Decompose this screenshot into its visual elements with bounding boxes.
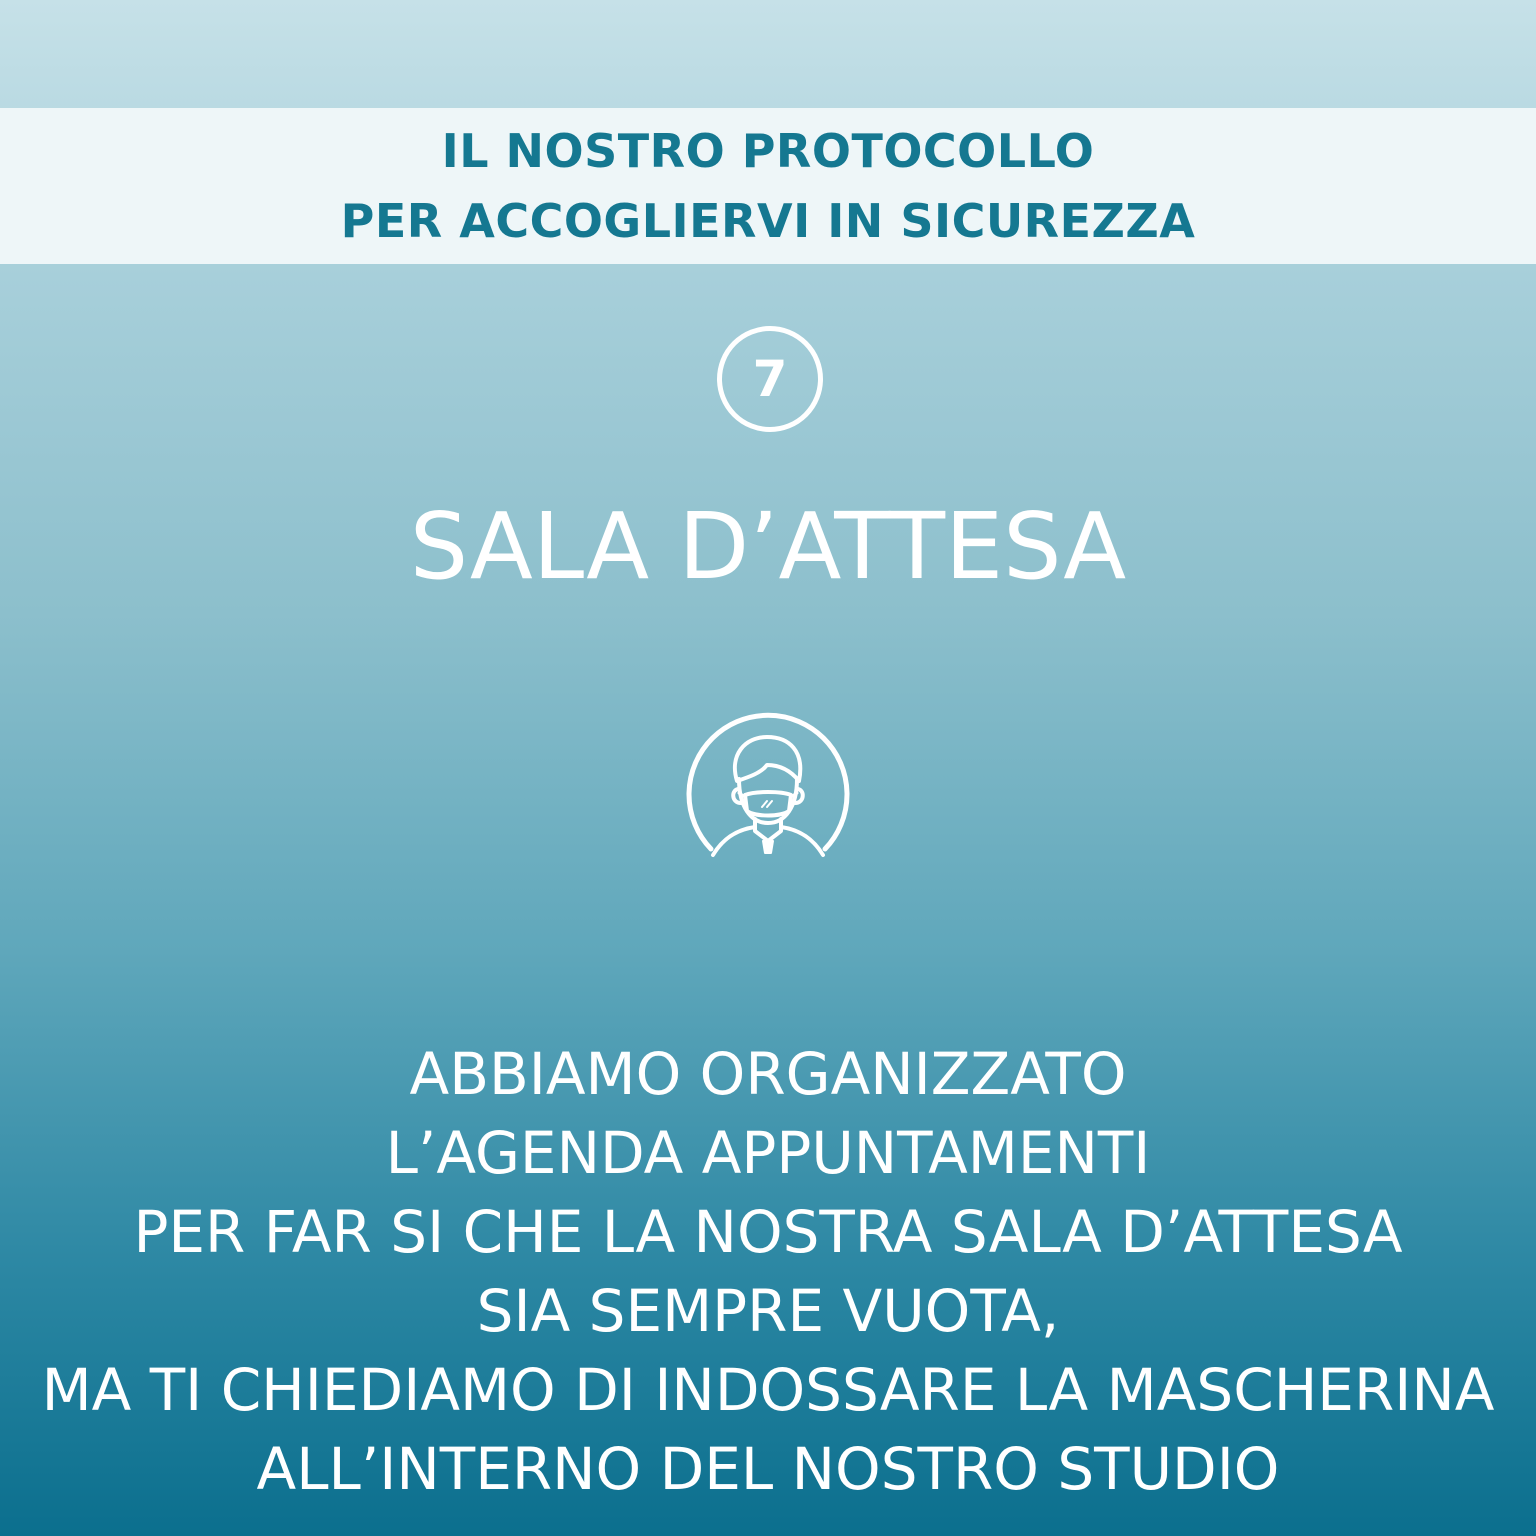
- body-line-2: L’AGENDA APPUNTAMENTI: [385, 1119, 1151, 1187]
- body-line-3: PER FAR SI CHE LA NOSTRA SALA D’ATTESA: [133, 1198, 1403, 1266]
- header-title-line-1: IL NOSTRO PROTOCOLLO: [441, 124, 1095, 178]
- header-band: [0, 108, 1536, 264]
- body-line-6: ALL’INTERNO DEL NOSTRO STUDIO: [256, 1435, 1280, 1503]
- body-line-4: SIA SEMPRE VUOTA,: [476, 1277, 1060, 1345]
- section-title: SALA D’ATTESA: [409, 493, 1127, 600]
- step-number-badge: [717, 326, 823, 432]
- body-line-5: MA TI CHIEDIAMO DI INDOSSARE LA MASCHERINA: [41, 1356, 1495, 1424]
- body-message: [0, 1035, 1536, 1509]
- header-title-line-2: PER ACCOGLIERVI IN SICUREZZA: [340, 194, 1196, 248]
- body-line-1: ABBIAMO ORGANIZZATO: [409, 1040, 1127, 1108]
- person-with-mask-icon: [683, 707, 853, 877]
- step-number: 7: [752, 350, 788, 408]
